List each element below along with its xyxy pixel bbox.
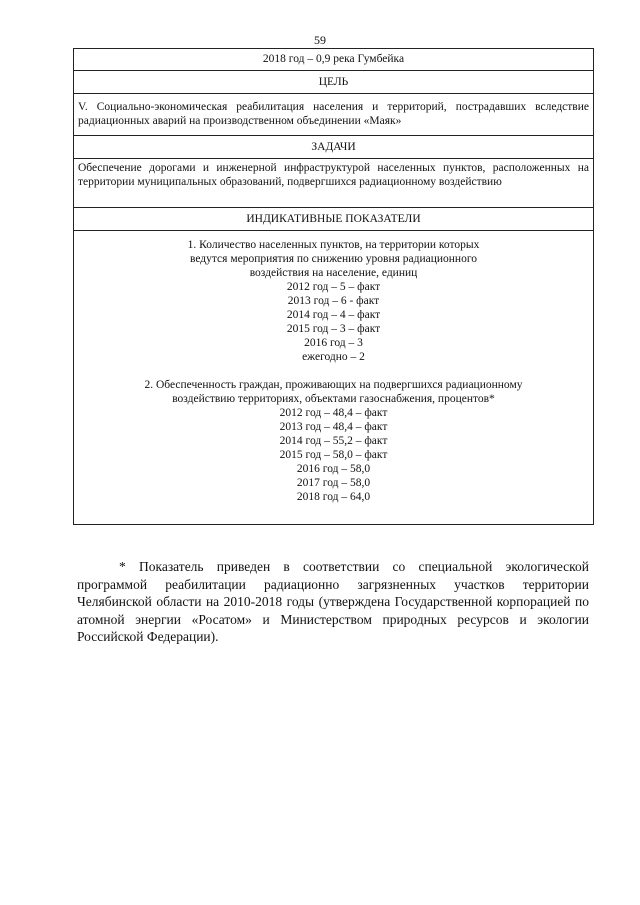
indicator-1-year: 2012 год – 5 – факт (286, 281, 381, 293)
indicator-1-title-line: 1. Количество населенных пунктов, на территории которых (187, 239, 480, 251)
indicator-1-title-line: воздействия на население, единиц (249, 267, 418, 279)
indicator-2-year: 2013 год – 48,4 – факт (279, 421, 388, 433)
first-row: 2018 год – 0,9 река Гумбейка (74, 49, 593, 71)
indicator-2-year: 2015 год – 58,0 – факт (279, 449, 388, 461)
indicator-1 (74, 238, 593, 364)
indicator-2-year: 2018 год – 64,0 (296, 491, 371, 503)
indicator-1-year: 2015 год – 3 – факт (286, 323, 381, 335)
page-number: 59 (314, 33, 326, 47)
indicator-2 (74, 378, 593, 504)
indicator-1-year: 2016 год – 3 (304, 337, 363, 349)
indicator-2-year: 2014 год – 55,2 – факт (279, 435, 388, 447)
tasks-header: ЗАДАЧИ (74, 136, 593, 159)
program-table (73, 48, 594, 525)
goal-text: V. Социально-экономическая реабилитация населения и территорий, пострадавших вследствие радиационных аварий на производственном объединении «Маяк» (74, 94, 593, 136)
indicator-2-year: 2012 год – 48,4 – факт (279, 407, 388, 419)
tasks-text: Обеспечение дорогами и инженерной инфраструктурой населенных пунктов, расположенных на территории муниципальных образований, подвергшихся радиационному воздействию (74, 159, 593, 208)
indicators-body (74, 231, 593, 524)
footnote: * Показатель приведен в соответствии со специальной экологической программой реабилитации радиационно загрязненных участков территории Челябинской области на 2010-2018 годы (утверждена Государственной корпорацией по атомной энергии «Росатом» и Министерством природных ресурсов и экологии Российской Федерации). (77, 559, 589, 644)
indicator-1-year: ежегодно – 2 (302, 351, 365, 363)
indicator-2-year: 2016 год – 58,0 (296, 463, 371, 475)
indicators-header: ИНДИКАТИВНЫЕ ПОКАЗАТЕЛИ (74, 208, 593, 231)
goal-header: ЦЕЛЬ (74, 71, 593, 94)
indicator-1-year: 2013 год – 6 - факт (287, 295, 380, 307)
indicator-2-year: 2017 год – 58,0 (296, 477, 371, 489)
indicator-2-title-line: воздействию территориях, объектами газоснабжения, процентов* (172, 393, 495, 405)
indicator-1-year: 2014 год – 4 – факт (286, 309, 381, 321)
indicator-1-title-line: ведутся мероприятия по снижению уровня радиационного (189, 253, 478, 265)
indicator-2-title-line: 2. Обеспеченность граждан, проживающих на подвергшихся радиационному (144, 379, 523, 391)
